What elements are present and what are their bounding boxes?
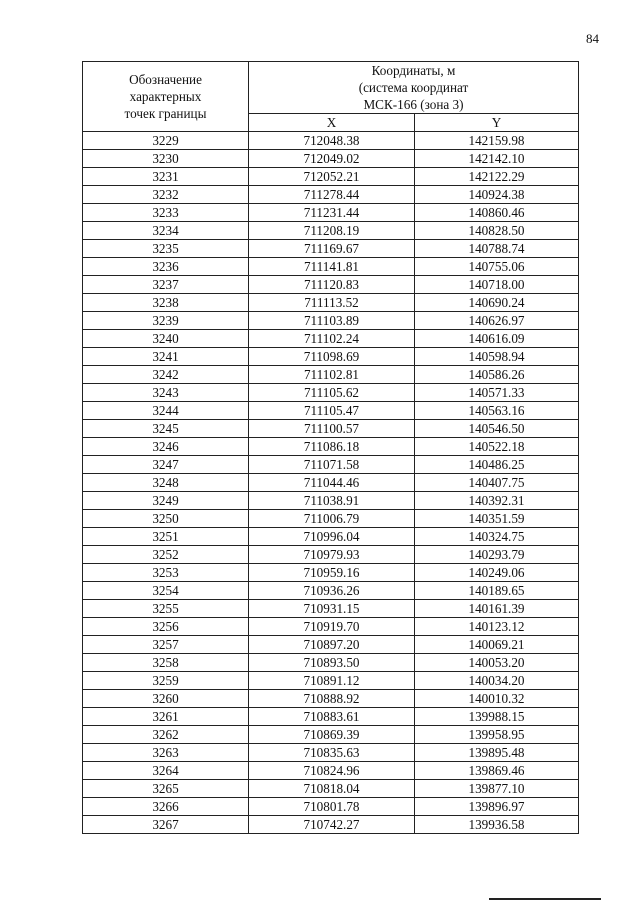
- table-row: [83, 330, 579, 348]
- x-coordinate-cell: 712048.38: [249, 132, 415, 150]
- point-number-cell: 3242: [83, 366, 249, 384]
- table-row: [83, 258, 579, 276]
- x-coordinate-cell: 710742.27: [249, 816, 415, 834]
- header-coords-line: Координаты, м: [371, 63, 456, 78]
- coordinates-table: [82, 61, 579, 834]
- header-coords-line: МСК-166 (зона 3): [363, 97, 464, 112]
- table-row: [83, 456, 579, 474]
- x-coordinate-cell: 711231.44: [249, 204, 415, 222]
- y-coordinate-cell: 139895.48: [415, 744, 579, 762]
- x-coordinate-cell: 711208.19: [249, 222, 415, 240]
- header-designation-line: характерных: [129, 89, 202, 104]
- y-coordinate-cell: 140293.79: [415, 546, 579, 564]
- table-row: [83, 366, 579, 384]
- x-coordinate-cell: 710891.12: [249, 672, 415, 690]
- header-point-designation: [83, 62, 249, 132]
- table-row: [83, 384, 579, 402]
- point-number-cell: 3232: [83, 186, 249, 204]
- table-row: [83, 726, 579, 744]
- table-body: [83, 132, 579, 834]
- table-row: [83, 564, 579, 582]
- y-coordinate-cell: 140161.39: [415, 600, 579, 618]
- y-coordinate-cell: 140351.59: [415, 510, 579, 528]
- point-number-cell: 3239: [83, 312, 249, 330]
- table-row: [83, 672, 579, 690]
- table-row: [83, 492, 579, 510]
- y-coordinate-cell: 140788.74: [415, 240, 579, 258]
- y-coordinate-cell: 139877.10: [415, 780, 579, 798]
- table-row: [83, 204, 579, 222]
- x-coordinate-cell: 710959.16: [249, 564, 415, 582]
- point-number-cell: 3255: [83, 600, 249, 618]
- y-coordinate-cell: 140486.25: [415, 456, 579, 474]
- point-number-cell: 3248: [83, 474, 249, 492]
- table-row: [83, 798, 579, 816]
- x-coordinate-cell: 711006.79: [249, 510, 415, 528]
- point-number-cell: 3234: [83, 222, 249, 240]
- table-row: [83, 816, 579, 834]
- y-coordinate-cell: 140586.26: [415, 366, 579, 384]
- y-coordinate-cell: 139958.95: [415, 726, 579, 744]
- point-number-cell: 3263: [83, 744, 249, 762]
- point-number-cell: 3245: [83, 420, 249, 438]
- y-coordinate-cell: 140123.12: [415, 618, 579, 636]
- y-coordinate-cell: 140407.75: [415, 474, 579, 492]
- y-coordinate-cell: 140392.31: [415, 492, 579, 510]
- point-number-cell: 3240: [83, 330, 249, 348]
- x-coordinate-cell: 710919.70: [249, 618, 415, 636]
- y-coordinate-cell: 140010.32: [415, 690, 579, 708]
- point-number-cell: 3231: [83, 168, 249, 186]
- table-row: [83, 528, 579, 546]
- y-coordinate-cell: 140053.20: [415, 654, 579, 672]
- table-row: [83, 132, 579, 150]
- x-coordinate-cell: 711105.62: [249, 384, 415, 402]
- table-row: [83, 744, 579, 762]
- header-designation-line: Обозначение: [129, 72, 202, 87]
- point-number-cell: 3256: [83, 618, 249, 636]
- point-number-cell: 3244: [83, 402, 249, 420]
- page-number: 84: [586, 31, 599, 46]
- x-coordinate-cell: 711278.44: [249, 186, 415, 204]
- x-coordinate-cell: 710824.96: [249, 762, 415, 780]
- y-coordinate-cell: 140828.50: [415, 222, 579, 240]
- table-row: [83, 546, 579, 564]
- y-coordinate-cell: 139936.58: [415, 816, 579, 834]
- x-coordinate-cell: 710979.93: [249, 546, 415, 564]
- x-coordinate-cell: 712049.02: [249, 150, 415, 168]
- y-coordinate-cell: 140718.00: [415, 276, 579, 294]
- point-number-cell: 3235: [83, 240, 249, 258]
- table-row: [83, 438, 579, 456]
- x-coordinate-cell: 710897.20: [249, 636, 415, 654]
- table-row: [83, 420, 579, 438]
- y-coordinate-cell: 139869.46: [415, 762, 579, 780]
- table-row: [83, 708, 579, 726]
- table-row: [83, 312, 579, 330]
- x-coordinate-cell: 710888.92: [249, 690, 415, 708]
- y-coordinate-cell: 140563.16: [415, 402, 579, 420]
- point-number-cell: 3233: [83, 204, 249, 222]
- point-number-cell: 3266: [83, 798, 249, 816]
- table-row: [83, 186, 579, 204]
- header-coordinates: [249, 62, 579, 114]
- point-number-cell: 3249: [83, 492, 249, 510]
- x-coordinate-cell: 711120.83: [249, 276, 415, 294]
- y-coordinate-cell: 140626.97: [415, 312, 579, 330]
- footer-rule: [489, 898, 601, 900]
- y-coordinate-cell: 140755.06: [415, 258, 579, 276]
- x-coordinate-cell: 711169.67: [249, 240, 415, 258]
- x-coordinate-cell: 710931.15: [249, 600, 415, 618]
- y-coordinate-cell: 140860.46: [415, 204, 579, 222]
- y-coordinate-cell: 140249.06: [415, 564, 579, 582]
- table-header: [83, 62, 579, 132]
- table-row: [83, 762, 579, 780]
- point-number-cell: 3246: [83, 438, 249, 456]
- x-coordinate-cell: 710893.50: [249, 654, 415, 672]
- y-coordinate-cell: 139896.97: [415, 798, 579, 816]
- table-row: [83, 348, 579, 366]
- table-row: [83, 150, 579, 168]
- x-coordinate-cell: 710936.26: [249, 582, 415, 600]
- y-coordinate-cell: 140189.65: [415, 582, 579, 600]
- table-row: [83, 168, 579, 186]
- point-number-cell: 3258: [83, 654, 249, 672]
- table-row: [83, 240, 579, 258]
- x-coordinate-cell: 710883.61: [249, 708, 415, 726]
- table-row: [83, 654, 579, 672]
- table-row: [83, 402, 579, 420]
- y-coordinate-cell: 140690.24: [415, 294, 579, 312]
- y-coordinate-cell: 140034.20: [415, 672, 579, 690]
- x-coordinate-cell: 710996.04: [249, 528, 415, 546]
- table-row: [83, 474, 579, 492]
- x-coordinate-cell: 712052.21: [249, 168, 415, 186]
- table-row: [83, 582, 579, 600]
- point-number-cell: 3257: [83, 636, 249, 654]
- x-coordinate-cell: 711098.69: [249, 348, 415, 366]
- header-x: X: [249, 114, 415, 132]
- x-coordinate-cell: 711102.24: [249, 330, 415, 348]
- y-coordinate-cell: 140924.38: [415, 186, 579, 204]
- table-row: [83, 780, 579, 798]
- y-coordinate-cell: 140069.21: [415, 636, 579, 654]
- point-number-cell: 3251: [83, 528, 249, 546]
- point-number-cell: 3230: [83, 150, 249, 168]
- x-coordinate-cell: 710835.63: [249, 744, 415, 762]
- point-number-cell: 3260: [83, 690, 249, 708]
- y-coordinate-cell: 139988.15: [415, 708, 579, 726]
- header-designation-line: точек границы: [124, 106, 207, 121]
- point-number-cell: 3250: [83, 510, 249, 528]
- table-row: [83, 510, 579, 528]
- point-number-cell: 3261: [83, 708, 249, 726]
- point-number-cell: 3238: [83, 294, 249, 312]
- point-number-cell: 3267: [83, 816, 249, 834]
- point-number-cell: 3253: [83, 564, 249, 582]
- x-coordinate-cell: 711103.89: [249, 312, 415, 330]
- header-y: Y: [415, 114, 579, 132]
- y-coordinate-cell: 142122.29: [415, 168, 579, 186]
- point-number-cell: 3237: [83, 276, 249, 294]
- y-coordinate-cell: 140324.75: [415, 528, 579, 546]
- point-number-cell: 3254: [83, 582, 249, 600]
- x-coordinate-cell: 710818.04: [249, 780, 415, 798]
- table-row: [83, 294, 579, 312]
- x-coordinate-cell: 711044.46: [249, 474, 415, 492]
- x-coordinate-cell: 711100.57: [249, 420, 415, 438]
- point-number-cell: 3243: [83, 384, 249, 402]
- point-number-cell: 3241: [83, 348, 249, 366]
- x-coordinate-cell: 711086.18: [249, 438, 415, 456]
- point-number-cell: 3229: [83, 132, 249, 150]
- x-coordinate-cell: 710801.78: [249, 798, 415, 816]
- point-number-cell: 3259: [83, 672, 249, 690]
- x-coordinate-cell: 711038.91: [249, 492, 415, 510]
- table-row: [83, 276, 579, 294]
- x-coordinate-cell: 711105.47: [249, 402, 415, 420]
- x-coordinate-cell: 711102.81: [249, 366, 415, 384]
- table-row: [83, 636, 579, 654]
- x-coordinate-cell: 711071.58: [249, 456, 415, 474]
- y-coordinate-cell: 142142.10: [415, 150, 579, 168]
- table-row: [83, 690, 579, 708]
- y-coordinate-cell: 140571.33: [415, 384, 579, 402]
- table-row: [83, 222, 579, 240]
- x-coordinate-cell: 711141.81: [249, 258, 415, 276]
- table-row: [83, 618, 579, 636]
- header-coords-line: (система координат: [358, 80, 469, 95]
- point-number-cell: 3262: [83, 726, 249, 744]
- y-coordinate-cell: 140598.94: [415, 348, 579, 366]
- x-coordinate-cell: 710869.39: [249, 726, 415, 744]
- y-coordinate-cell: 140616.09: [415, 330, 579, 348]
- x-coordinate-cell: 711113.52: [249, 294, 415, 312]
- point-number-cell: 3264: [83, 762, 249, 780]
- y-coordinate-cell: 142159.98: [415, 132, 579, 150]
- table-row: [83, 600, 579, 618]
- point-number-cell: 3247: [83, 456, 249, 474]
- y-coordinate-cell: 140546.50: [415, 420, 579, 438]
- point-number-cell: 3252: [83, 546, 249, 564]
- point-number-cell: 3265: [83, 780, 249, 798]
- y-coordinate-cell: 140522.18: [415, 438, 579, 456]
- point-number-cell: 3236: [83, 258, 249, 276]
